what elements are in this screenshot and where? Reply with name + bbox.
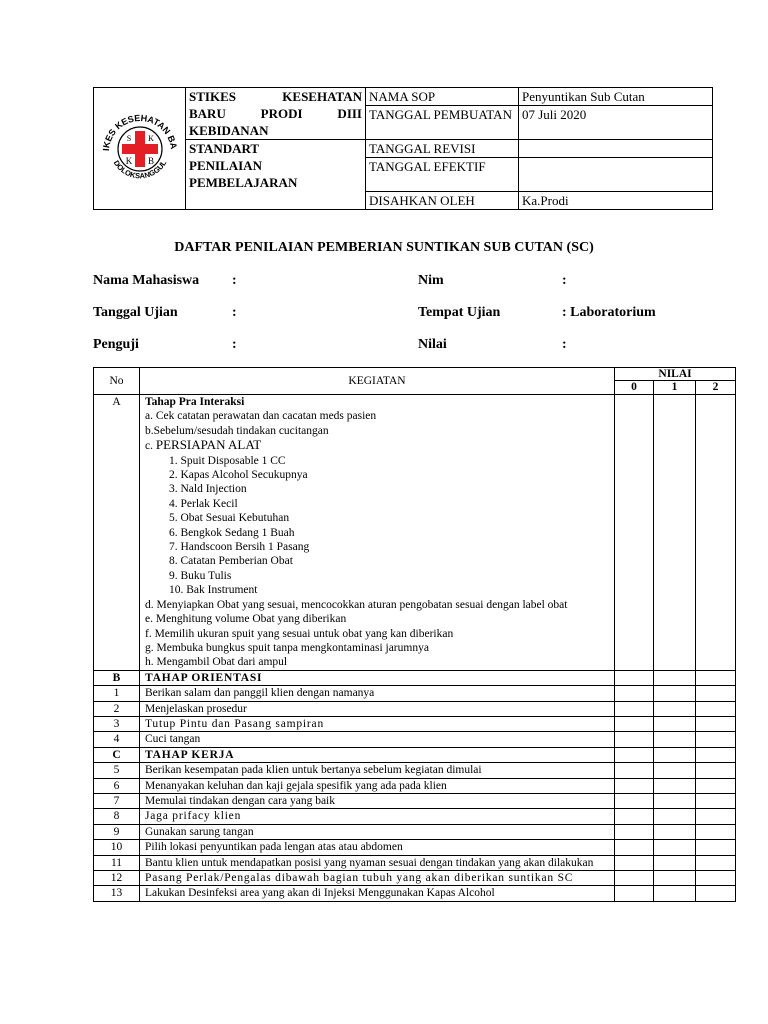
score-cell[interactable] bbox=[615, 686, 654, 701]
score-cell[interactable] bbox=[696, 395, 736, 671]
row-activity: Bantu klien untuk mendapatkan posisi yang nyaman sesuai dengan tindakan yang akan dilakukan bbox=[140, 855, 615, 870]
document-title: DAFTAR PENILAIAN PEMBERIAN SUNTIKAN SUB CUTAN (SC) bbox=[174, 240, 594, 255]
score-cell[interactable] bbox=[654, 763, 696, 778]
pre-item: a. Cek catatan perawatan dan cacatan meds pasien bbox=[145, 410, 377, 423]
equipment-item: 4. Perlak Kecil bbox=[169, 497, 238, 510]
score-cell[interactable] bbox=[696, 701, 736, 716]
pre-item: g. Membuka bungkus spuit tanpa mengkontaminasi jarumnya bbox=[145, 641, 429, 654]
score-cell[interactable] bbox=[654, 716, 696, 731]
score-cell bbox=[615, 747, 654, 762]
standard-line: PENILAIAN bbox=[189, 158, 262, 173]
logo-letter-k2: K bbox=[125, 155, 132, 166]
score-cell[interactable] bbox=[696, 886, 736, 901]
score-cell[interactable] bbox=[696, 778, 736, 793]
logo-letter-k1: K bbox=[147, 133, 154, 143]
row-no: 10 bbox=[94, 840, 140, 855]
score-cell[interactable] bbox=[654, 809, 696, 824]
pre-item: h. Mengambil Obat dari ampul bbox=[145, 656, 288, 669]
stikes-logo-icon bbox=[97, 104, 183, 190]
nilai-colon: : bbox=[562, 337, 567, 352]
score-cell[interactable] bbox=[654, 871, 696, 886]
score-cell bbox=[696, 670, 736, 685]
row-no: 4 bbox=[94, 732, 140, 747]
section-b-title: TAHAP ORIENTASI bbox=[140, 670, 615, 685]
sop-label: TANGGAL REVISI bbox=[366, 140, 519, 158]
sop-value bbox=[519, 158, 713, 192]
row-no: 9 bbox=[94, 824, 140, 839]
row-activity: Memulai tindakan dengan cara yang baik bbox=[140, 793, 615, 808]
logo-ring-top-text: IKES KESEHATAN BA bbox=[100, 112, 179, 151]
institution-line: BARU PRODI DIII bbox=[189, 106, 362, 121]
row-activity: Menanyakan keluhan dan kaji gejala spesifik yang ada pada klien bbox=[140, 778, 615, 793]
penguji-label: Penguji bbox=[93, 337, 139, 352]
score-cell[interactable] bbox=[654, 732, 696, 747]
penguji-colon: : bbox=[232, 337, 237, 352]
score-cell[interactable] bbox=[654, 686, 696, 701]
tempat-ujian-label: Tempat Ujian bbox=[418, 305, 501, 320]
row-activity: Pilih lokasi penyuntikan pada lengan atas atau abdomen bbox=[140, 840, 615, 855]
score-cell[interactable] bbox=[615, 871, 654, 886]
score-cell[interactable] bbox=[654, 793, 696, 808]
section-b-no: B bbox=[94, 670, 140, 685]
row-no: 3 bbox=[94, 716, 140, 731]
row-activity: Berikan salam dan panggil klien dengan namanya bbox=[140, 686, 615, 701]
institution-name-cell bbox=[186, 88, 366, 140]
score-cell[interactable] bbox=[654, 886, 696, 901]
row-no: 2 bbox=[94, 701, 140, 716]
score-cell[interactable] bbox=[615, 793, 654, 808]
nim-label: Nim bbox=[418, 273, 444, 288]
assessment-table bbox=[93, 367, 736, 902]
institution-logo-cell bbox=[94, 88, 186, 210]
row-no: 11 bbox=[94, 855, 140, 870]
sop-label: NAMA SOP bbox=[366, 88, 519, 106]
section-a-no: A bbox=[94, 395, 140, 671]
col-header-no: No bbox=[94, 368, 140, 395]
score-cell bbox=[696, 747, 736, 762]
section-a-title: Tahap Pra Interaksi bbox=[145, 396, 245, 408]
sop-label: TANGGAL EFEKTIF bbox=[366, 158, 519, 192]
score-cell[interactable] bbox=[615, 824, 654, 839]
score-header-2: 2 bbox=[696, 381, 736, 395]
red-cross-horizontal bbox=[122, 144, 158, 154]
tempat-ujian-value: : Laboratorium bbox=[562, 305, 656, 320]
score-cell[interactable] bbox=[615, 716, 654, 731]
equipment-item: 5. Obat Sesuai Kebutuhan bbox=[169, 512, 290, 525]
score-cell[interactable] bbox=[654, 840, 696, 855]
row-activity: Lakukan Desinfeksi area yang akan di Injeksi Menggunakan Kapas Alcohol bbox=[140, 886, 615, 901]
score-cell[interactable] bbox=[615, 809, 654, 824]
pre-item: f. Memilih ukuran spuit yang sesuai untuk obat yang kan diberikan bbox=[145, 627, 454, 640]
row-activity: Tutup Pintu dan Pasang sampiran bbox=[140, 716, 615, 731]
row-no: 1 bbox=[94, 686, 140, 701]
standard-line: PEMBELAJARAN bbox=[189, 175, 298, 190]
equipment-item: 9. Buku Tulis bbox=[169, 569, 232, 582]
score-cell[interactable] bbox=[615, 840, 654, 855]
score-cell[interactable] bbox=[696, 871, 736, 886]
score-cell[interactable] bbox=[615, 732, 654, 747]
row-no: 12 bbox=[94, 871, 140, 886]
score-cell bbox=[654, 670, 696, 685]
standard-line: STANDART bbox=[189, 141, 260, 156]
sop-value: 07 Juli 2020 bbox=[519, 106, 713, 140]
persiapan-title: PERSIAPAN ALAT bbox=[155, 437, 262, 453]
section-a-content bbox=[140, 395, 615, 671]
score-cell[interactable] bbox=[615, 855, 654, 870]
row-no: 5 bbox=[94, 763, 140, 778]
equipment-item: 1. Spuit Disposable 1 CC bbox=[169, 454, 286, 467]
sop-value bbox=[519, 140, 713, 158]
standard-cell bbox=[186, 140, 366, 210]
sop-value: Ka.Prodi bbox=[519, 192, 713, 210]
row-activity: Berikan kesempatan pada klien untuk bertanya sebelum kegiatan dimulai bbox=[140, 763, 615, 778]
tanggal-ujian-colon: : bbox=[232, 305, 237, 320]
nama-mahasiswa-label: Nama Mahasiswa bbox=[93, 273, 200, 288]
equipment-item: 8. Catatan Pemberian Obat bbox=[169, 555, 293, 568]
row-no: 7 bbox=[94, 793, 140, 808]
row-no: 6 bbox=[94, 778, 140, 793]
section-c-title: TAHAP KERJA bbox=[140, 747, 615, 762]
row-activity: Cuci tangan bbox=[140, 732, 615, 747]
logo-ring-bottom-text: DOLOKSANGGUL bbox=[111, 158, 168, 180]
score-cell bbox=[615, 670, 654, 685]
score-header-1: 1 bbox=[654, 381, 696, 395]
score-cell[interactable] bbox=[696, 686, 736, 701]
row-no: 13 bbox=[94, 886, 140, 901]
pre-item: e. Menghitung volume Obat yang diberikan bbox=[145, 613, 347, 626]
logo-letter-b: B bbox=[147, 155, 154, 166]
nim-colon: : bbox=[562, 273, 567, 288]
score-cell[interactable] bbox=[654, 701, 696, 716]
score-cell[interactable] bbox=[615, 395, 654, 671]
nama-mahasiswa-colon: : bbox=[232, 273, 237, 288]
pre-item: d. Menyiapkan Obat yang sesuai, mencocokkan aturan pengobatan sesuai dengan label obat bbox=[145, 598, 568, 611]
score-cell[interactable] bbox=[696, 840, 736, 855]
sop-label: DISAHKAN OLEH bbox=[366, 192, 519, 210]
equipment-item: 3. Nald Injection bbox=[169, 483, 247, 496]
score-cell[interactable] bbox=[696, 716, 736, 731]
score-cell[interactable] bbox=[615, 763, 654, 778]
logo-letter-s: S bbox=[126, 133, 131, 143]
persiapan-prefix: c. bbox=[145, 440, 153, 453]
row-activity: Menjelaskan prosedur bbox=[140, 701, 615, 716]
institution-line: KEBIDANAN bbox=[189, 123, 269, 138]
score-cell[interactable] bbox=[654, 855, 696, 870]
nilai-label: Nilai bbox=[418, 337, 447, 352]
persiapan-heading bbox=[145, 438, 609, 453]
score-cell[interactable] bbox=[615, 701, 654, 716]
score-cell bbox=[654, 747, 696, 762]
equipment-item: 6. Bengkok Sedang 1 Buah bbox=[169, 526, 295, 539]
score-cell[interactable] bbox=[696, 809, 736, 824]
score-cell[interactable] bbox=[654, 824, 696, 839]
row-no: 8 bbox=[94, 809, 140, 824]
score-cell[interactable] bbox=[696, 763, 736, 778]
sop-value: Penyuntikan Sub Cutan bbox=[519, 88, 713, 106]
equipment-item: 2. Kapas Alcohol Secukupnya bbox=[169, 469, 308, 482]
equipment-item: 7. Handscoon Bersih 1 Pasang bbox=[169, 541, 310, 554]
equipment-item: 10. Bak Instrument bbox=[169, 584, 258, 597]
score-cell[interactable] bbox=[615, 886, 654, 901]
equipment-list bbox=[145, 454, 609, 598]
sop-header-table bbox=[93, 87, 713, 210]
tanggal-ujian-label: Tanggal Ujian bbox=[93, 305, 178, 320]
sop-label: TANGGAL PEMBUATAN bbox=[366, 106, 519, 140]
institution-line: STIKES KESEHATAN bbox=[189, 89, 362, 104]
score-cell[interactable] bbox=[696, 824, 736, 839]
col-header-nilai: NILAI bbox=[615, 368, 736, 381]
score-cell[interactable] bbox=[615, 778, 654, 793]
score-cell[interactable] bbox=[696, 732, 736, 747]
pre-item: b.Sebelum/sesudah tindakan cucitangan bbox=[145, 424, 329, 437]
row-activity: Gunakan sarung tangan bbox=[140, 824, 615, 839]
score-cell[interactable] bbox=[654, 778, 696, 793]
score-cell[interactable] bbox=[696, 855, 736, 870]
section-c-no: C bbox=[94, 747, 140, 762]
row-activity: Pasang Perlak/Pengalas dibawah bagian tubuh yang akan diberikan suntikan SC bbox=[140, 871, 615, 886]
col-header-kegiatan: KEGIATAN bbox=[140, 368, 615, 395]
score-cell[interactable] bbox=[696, 793, 736, 808]
row-activity: Jaga prifacy klien bbox=[140, 809, 615, 824]
score-cell[interactable] bbox=[654, 395, 696, 671]
score-header-0: 0 bbox=[615, 381, 654, 395]
